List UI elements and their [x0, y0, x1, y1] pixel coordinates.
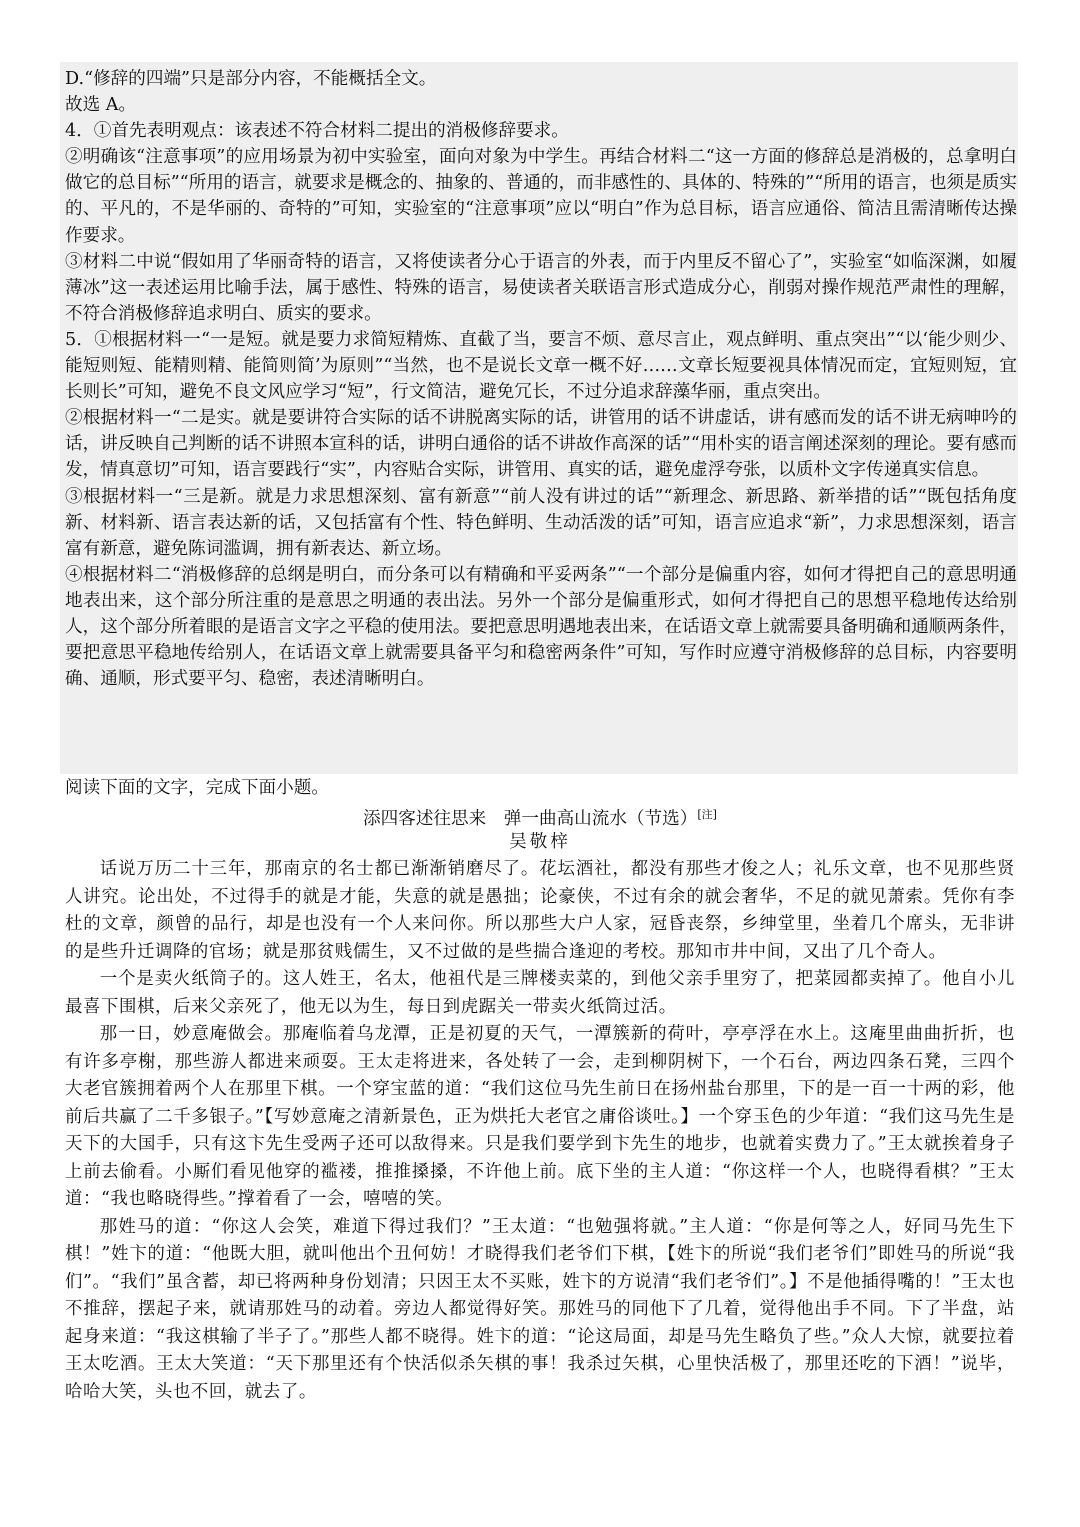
- answer-line: 5．①根据材料一“一是短。就是要力求简短精炼、直截了当，要言不烦、意尽言止，观点鲜明、重点突出”“以‘能少则少、能短则短、能精则精、能简则简’为原则”“当然，也不是说长文章一概不好……文章长短要视具体情况而定，宜短则短，宜长则长”可知，避免不良文风应学习“短”，行文简洁，避免冗长，不过分追求辞藻华丽，重点突出。: [65, 329, 1017, 403]
- story-title-text: 添四客述往思来 弹一曲高山流水（节选）: [363, 809, 698, 829]
- story-paragraph: 话说万历二十三年，那南京的名士都已渐渐销磨尽了。花坛酒社，都没有那些才俊之人；礼乐文章，也不见那些贤人讲究。论出处，不过得手的就是才能，失意的就是愚拙；论豪侠，不过有余的就会奢华，不足的就见萧索。凭你有李杜的文章，颜曾的品行，却是也没有一个人来问你。所以那些大户人家，冠昏丧祭，乡绅堂里，坐着几个席头，无非讲的是些升迁调降的官场；就是那贫贱儒生，又不过做的是些揣合逢迎的考校。那知市井中间，又出了几个奇人。: [65, 859, 1015, 962]
- story-body: [65, 856, 1015, 1406]
- answer-line: ③材料二中说“假如用了华丽奇特的语言，又将使读者分心于语言的外表，而于内里反不留心了”，实验室“如临深渊，如履薄冰”这一表述运用比喻手法，属于感性、特殊的语言，易使读者关联语言形式造成分心，削弱对操作规范严肃性的理解，不符合消极修辞追求明白、质实的要求。: [65, 251, 1017, 324]
- story-author: 吴敬梓: [509, 832, 571, 852]
- answer-line: ③根据材料一“三是新。就是力求思想深刻、富有新意”“前人没有讲过的话”“新理念、新思路、新举措的话”“既包括角度新、材料新、语言表达新的话，又包括富有个性、特色鲜明、生动活泼的话”可知，语言应追求“新”，力求思想深刻，语言富有新意，避免陈词滥调，拥有新表达、新立场。: [65, 486, 1017, 559]
- story-title: [0, 802, 1080, 832]
- story-paragraph: 一个是卖火纸筒子的。这人姓王，名太，他祖代是三牌楼卖菜的，到他父亲手里穷了，把菜园都卖掉了。他自小儿最喜下围棋，后来父亲死了，他无以为生，每日到虎踞关一带卖火纸筒过活。: [65, 969, 1015, 1017]
- answer-line: D.“修辞的四端”只是部分内容，不能概括全文。: [65, 69, 437, 89]
- footnote-marker: [注]: [697, 808, 717, 821]
- story-paragraph: 那姓马的道：“你这人会笑，难道下得过我们？”王太道：“也勉强将就。”主人道：“你是何等之人，好同马先生下棋！”姓卞的道：“他既大胆，就叫他出个丑何妨！才晓得我们老爷们下棋，【姓卞的所说“我们老爷们”即姓马的所说“我们”。“我们”虽含蓄，却已将两种身份划清；只因王太不买账，姓卞的方说清“我们老爷们”。】不是他插得嘴的！”王太也不推辞，摆起子来，就请那姓马的动着。旁边人都觉得好笑。那姓马的同他下了几着，觉得他出手不同。下了半盘，站起身来道：“我这棋输了半子了。”那些人都不晓得。姓卞的道：“论这局面，却是马先生略负了些。”众人大惊，就要拉着王太吃酒。王太大笑道：“天下那里还有个快活似杀矢棋的事！我杀过矢棋，心里快活极了，那里还吃的下酒！”说毕，哈哈大笑，头也不回，就去了。: [65, 1216, 1015, 1402]
- answer-line: ④根据材料二“消极修辞的总纲是明白，而分条可以有精确和平妥两条”“一个部分是偏重内容，如何才得把自己的意思明通地表出来，这个部分所注重的是意思之明通的表出法。另外一个部分是偏重形式，如何才得把自己的思想平稳地传达给别人，这个部分所着眼的是语言文字之平稳的使用法。要把意思明遇地表出来，在话语文章上就需要具备明确和通顺两条件，要把意思平稳地传给别人，在话语文章上就需要具备平匀和稳密两条件”可知，写作时应遵守消极修辞的总目标，内容要明确、通顺，形式要平匀、稳密，表述清晰明白。: [65, 564, 1017, 690]
- answer-line: ②明确该“注意事项”的应用场景为初中实验室，面向对象为中学生。再结合材料二“这一方面的修辞总是消极的，总拿明白做它的总目标”“所用的语言，就要求是概念的、抽象的、普通的，而非感性的、具体的、特殊的”“所用的语言，也须是质实的、平凡的，不是华丽的、奇特的”可知，实验室的“注意事项”应以“明白”作为总目标，语言应通俗、简洁且需清晰传达操作要求。: [65, 147, 1017, 246]
- reading-instruction: 阅读下面的文字，完成下面小题。: [65, 778, 329, 798]
- story-paragraph: 那一日，妙意庵做会。那庵临着乌龙潭，正是初夏的天气，一潭簇新的荷叶，亭亭浮在水上。这庵里曲曲折折，也有许多亭榭，那些游人都进来顽耍。王太走将进来，各处转了一会，走到柳阴树下，一个石台，两边四条石凳，三四个大老官簇拥着两个人在那里下棋。一个穿宝蓝的道：“我们这位马先生前日在扬州盐台那里，下的是一百一十两的彩，他前后共赢了二千多银子。”【写妙意庵之清新景色，正为烘托大老官之庸俗谈吐。】一个穿玉色的少年道：“我们这马先生是天下的大国手，只有这卞先生受两子还可以敌得来。只是我们要学到卞先生的地步，也就着实费力了。”王太就挨着身子上前去偷看。小厮们看见他穿的褴褛，推推搡搡，不许他上前。底下坐的主人道：“你这样一个人，也晓得看棋？”王太道：“我也略晓得些。”撑着看了一会，嘻嘻的笑。: [65, 1024, 1015, 1209]
- answer-line: 4．①首先表明观点：该表述不符合材料二提出的消极修辞要求。: [65, 121, 569, 142]
- answer-section: [65, 66, 1017, 692]
- answer-line: 故选 A。: [65, 95, 137, 116]
- answer-line: ②根据材料一“二是实。就是要讲符合实际的话不讲脱离实际的话，讲管用的话不讲虚话，讲有感而发的话不讲无病呻吟的话，讲反映自己判断的话不讲照本宣科的话，讲明白通俗的话不讲故作高深的话”“用朴实的语言阐述深刻的理论。要有感而发，情真意切”可知，语言要践行“实”，内容贴合实际，讲管用、真实的话，避免虚浮夸张，以质朴文字传递真实信息。: [65, 408, 1017, 481]
